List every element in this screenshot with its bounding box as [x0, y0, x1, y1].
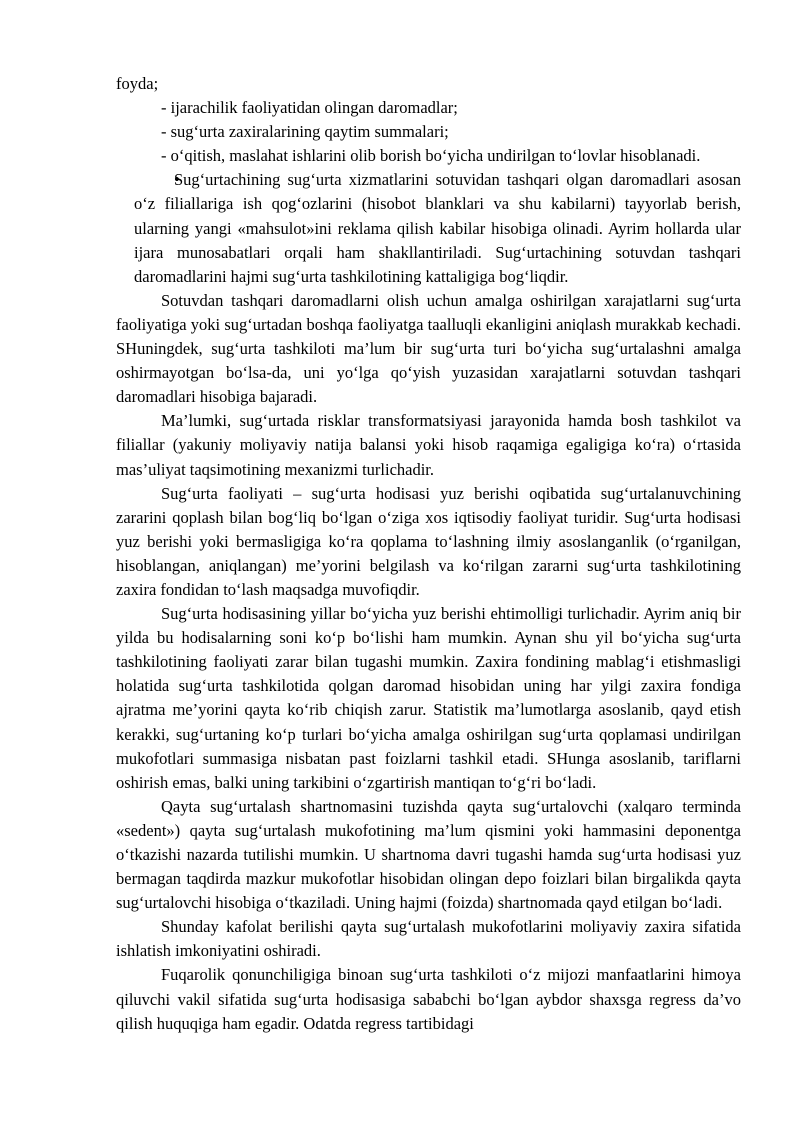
bullet-paragraph: [134, 168, 741, 288]
list-item-reserve-returns: - sug‘urta zaxiralarining qaytim summalari;: [161, 122, 449, 142]
paragraph: Qayta sug‘urtalash shartnomasini tuzishda qayta sug‘urtalovchi (xalqaro terminda «sedent») qayta sug‘urtalash mukofotining ma’lum qismini yoki hammasini deponentga o‘tkazishi nazarda tutilishi mumkin. U shartnoma davri tugashi hamda sug‘urta hodisasi yuz bermagan taqdirda mazkur mukofotlar hisobidan olingan depo foizlari bilan birgalikda qayta sug‘urtalovchi hisobiga o‘tkaziladi. Uning hajmi (foizda) shartnomada qayd etilgan bo‘ladi.: [116, 796, 741, 913]
document-body: [116, 72, 741, 1036]
list-item-training-fees: - o‘qitish, maslahat ishlarini olib borish bo‘yicha undirilgan to‘lovlar hisoblanadi.: [161, 146, 701, 166]
paragraph-continuation: foyda;: [116, 74, 159, 93]
paragraph: Shunday kafolat berilishi qayta sug‘urtalash mukofotlarini moliyaviy zaxira sifatida ishlatish imkoniyatini oshiradi.: [116, 917, 741, 961]
bullet-paragraph-text: Sug‘urtachining sug‘urta xizmatlarini sotuvidan tashqari olgan daromadlari asosan o‘z filiallariga ish qog‘ozlarini (hisobot blanklari va shu kabilarni) tayyorlab berish, ularning yangi «mahsulot»ini reklama qilish kabilar hisobiga olinadi. Ayrim hollarda ular ijara munosabatlari orqali ham shakllantiriladi. Sug‘urtachining sotuvdan tashqari daromadlarini hajmi sug‘urta tashkilotining kattaligiga bog‘liqdir.: [134, 170, 741, 286]
bullet-block: [116, 168, 741, 288]
paragraph: Sug‘urta hodisasining yillar bo‘yicha yuz berishi ehtimolligi turlichadir. Ayrim aniq bir yilda bu hodisalarning soni ko‘p bo‘lishi ham mumkin. Aynan shu yil bo‘yicha sug‘urta tashkilotining faoliyati zarar bilan tugashi mumkin. Zaxira fondining mablag‘i etishmasligi holatida sug‘urta tashkilotida qolgan daromad hisobidan uning har yilgi zaxira fondiga ajratma me’yorini qayta ko‘rib chiqish zarur. Statistik ma’lumotlarga asoslanib, qayd etish kerakki, sug‘urtaning ko‘p turlari bo‘yicha amalga oshirilgan sug‘urta qoplamasi undirilgan mukofotlari summasiga nisbatan past foizlarni tashkil etadi. SHunga asoslanib, tariflarni oshirish emas, balki uning tarkibini o‘zgartirish mantiqan to‘g‘ri bo‘ladi.: [116, 604, 741, 792]
paragraph: Sug‘urta faoliyati – sug‘urta hodisasi yuz berishi oqibatida sug‘urtalanuvchining zararini qoplash bilan bog‘liq bo‘lgan o‘ziga xos iqtisodiy faoliyat turidir. Sug‘urta hodisasi yuz berishi yoki bermasligiga ko‘ra qoplama to‘lashning ilmiy asoslanganlik (o‘rganilgan, hisoblangan, aniqlangan) me’yorini belgilash va ko‘rilgan zararni sug‘urta tashkilotining zaxira fondidan to‘lash maqsadga muvofiqdir.: [116, 483, 741, 599]
paragraph: Sotuvdan tashqari daromadlarni olish uchun amalga oshirilgan xarajatlarni sug‘urta faoliyatiga yoki sug‘urtadan boshqa faoliyatga taalluqli ekanligini aniqlash murakkab kechadi. SHuningdek, sug‘urta tashkiloti ma’lum bir sug‘urta turi bo‘yicha sug‘urtalashni amalga oshirmayotgan bo‘lsa-da, uni yo‘lga qo‘yish yuzasidan xarajatlarni sotuvdan tashqari daromadlari hisobiga bajaradi.: [116, 290, 741, 407]
paragraph: Ma’lumki, sug‘urtada risklar transformatsiyasi jarayonida hamda bosh tashkilot va filiallar (yakuniy moliyaviy natija balansi yoki hisob raqamiga egaligiga ko‘ra) o‘rtasida mas’uliyat taqsimotining mexanizmi turlichadir.: [116, 411, 741, 479]
list-item-rental-income: - ijarachilik faoliyatidan olingan daromadlar;: [161, 98, 458, 118]
paragraph: Fuqarolik qonunchiligiga binoan sug‘urta tashkiloti o‘z mijozi manfaatlarini himoya qiluvchi vakil sifatida sug‘urta hodisasiga sababchi bo‘lgan aybdor shaxsga regress da’vo qilish huquqiga ham egadir. Odatda regress tartibidagi: [116, 965, 741, 1033]
